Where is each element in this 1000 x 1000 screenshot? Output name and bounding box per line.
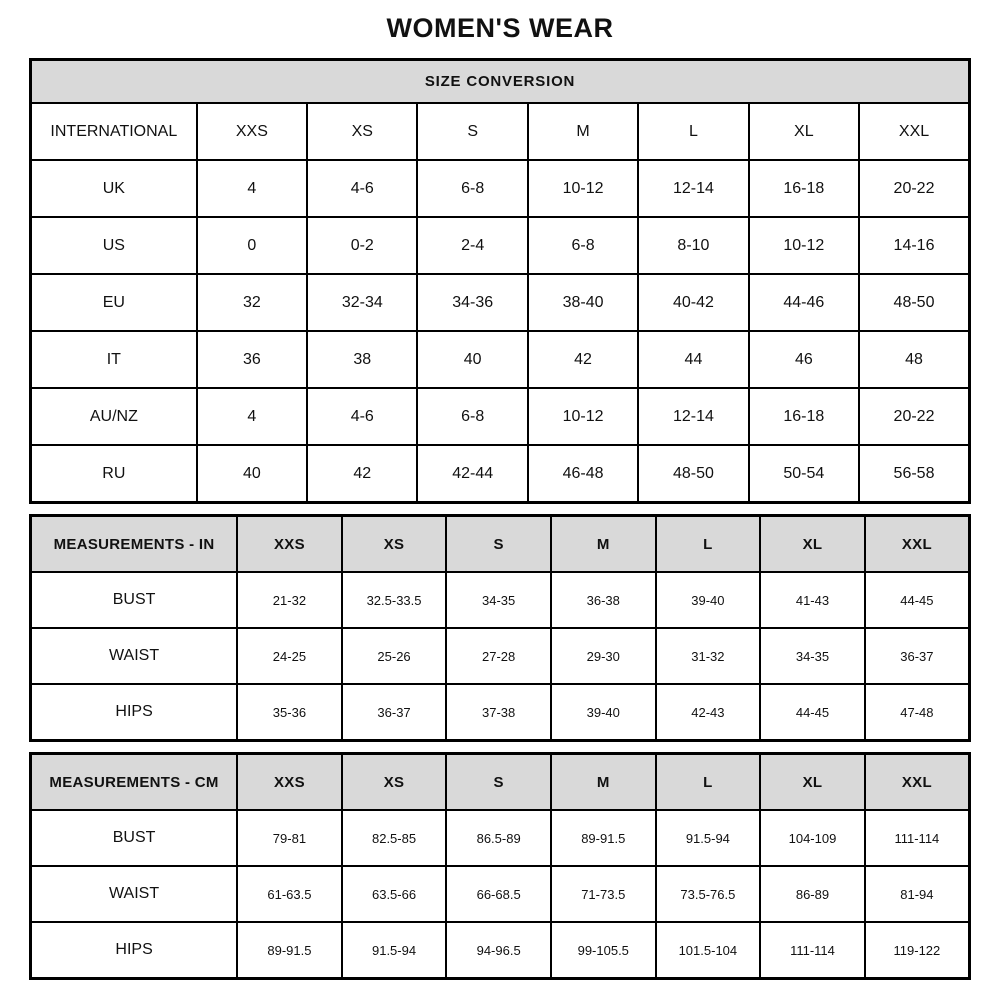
column-header-cell: XXL xyxy=(859,103,969,160)
column-header-cell: M xyxy=(551,516,656,573)
data-cell: 39-40 xyxy=(551,684,656,741)
column-header-cell: S xyxy=(446,516,551,573)
data-cell: 56-58 xyxy=(859,445,969,503)
data-cell: 48 xyxy=(859,331,969,388)
column-header-cell: XL xyxy=(749,103,859,160)
data-cell: 14-16 xyxy=(859,217,969,274)
column-header-cell: M xyxy=(551,754,656,811)
data-cell: 0-2 xyxy=(307,217,417,274)
row-label-cell: HIPS xyxy=(31,684,238,741)
row-label-cell: HIPS xyxy=(31,922,238,979)
data-cell: 21-32 xyxy=(237,572,342,628)
row-label-cell: IT xyxy=(31,331,197,388)
data-cell: 4 xyxy=(197,388,307,445)
column-header-cell: S xyxy=(417,103,527,160)
column-header-cell: L xyxy=(656,754,761,811)
column-header-cell: L xyxy=(656,516,761,573)
row-label-cell: WAIST xyxy=(31,628,238,684)
row-label-cell: BUST xyxy=(31,810,238,866)
column-header-cell: XS xyxy=(342,516,447,573)
page-title: WOMEN'S WEAR xyxy=(386,13,614,43)
data-cell: 94-96.5 xyxy=(446,922,551,979)
column-header-cell: M xyxy=(528,103,638,160)
data-cell: 99-105.5 xyxy=(551,922,656,979)
column-header-cell: MEASUREMENTS - CM xyxy=(31,754,238,811)
data-cell: 40 xyxy=(417,331,527,388)
data-cell: 89-91.5 xyxy=(551,810,656,866)
column-header-row xyxy=(31,103,970,160)
column-header-cell: XL xyxy=(760,516,865,573)
data-cell: 24-25 xyxy=(237,628,342,684)
data-cell: 40-42 xyxy=(638,274,748,331)
data-cell: 44-45 xyxy=(865,572,970,628)
data-cell: 6-8 xyxy=(528,217,638,274)
data-cell: 73.5-76.5 xyxy=(656,866,761,922)
table-row xyxy=(31,445,970,503)
data-cell: 37-38 xyxy=(446,684,551,741)
data-cell: 12-14 xyxy=(638,160,748,217)
data-cell: 20-22 xyxy=(859,160,969,217)
data-cell: 25-26 xyxy=(342,628,447,684)
column-header-cell: INTERNATIONAL xyxy=(31,103,197,160)
table-row xyxy=(31,572,970,628)
data-cell: 10-12 xyxy=(528,160,638,217)
data-cell: 10-12 xyxy=(749,217,859,274)
data-cell: 111-114 xyxy=(865,810,970,866)
table-row xyxy=(31,922,970,979)
row-label-cell: WAIST xyxy=(31,866,238,922)
column-header-cell: L xyxy=(638,103,748,160)
row-label-cell: EU xyxy=(31,274,197,331)
data-cell: 32 xyxy=(197,274,307,331)
data-cell: 42 xyxy=(307,445,417,503)
data-cell: 16-18 xyxy=(749,388,859,445)
data-cell: 42 xyxy=(528,331,638,388)
data-cell: 20-22 xyxy=(859,388,969,445)
data-cell: 42-44 xyxy=(417,445,527,503)
data-cell: 2-4 xyxy=(417,217,527,274)
data-cell: 66-68.5 xyxy=(446,866,551,922)
column-header-cell: XXL xyxy=(865,754,970,811)
column-header-row xyxy=(31,516,970,573)
data-cell: 34-35 xyxy=(760,628,865,684)
data-cell: 36 xyxy=(197,331,307,388)
data-cell: 71-73.5 xyxy=(551,866,656,922)
row-label-cell: AU/NZ xyxy=(31,388,197,445)
column-header-cell: XXS xyxy=(197,103,307,160)
data-cell: 44-45 xyxy=(760,684,865,741)
data-cell: 42-43 xyxy=(656,684,761,741)
data-cell: 41-43 xyxy=(760,572,865,628)
data-cell: 47-48 xyxy=(865,684,970,741)
data-cell: 16-18 xyxy=(749,160,859,217)
data-cell: 61-63.5 xyxy=(237,866,342,922)
data-cell: 119-122 xyxy=(865,922,970,979)
data-cell: 12-14 xyxy=(638,388,748,445)
data-cell: 29-30 xyxy=(551,628,656,684)
data-cell: 44 xyxy=(638,331,748,388)
data-cell: 86.5-89 xyxy=(446,810,551,866)
table-row xyxy=(31,217,970,274)
data-cell: 91.5-94 xyxy=(342,922,447,979)
data-cell: 48-50 xyxy=(638,445,748,503)
data-cell: 89-91.5 xyxy=(237,922,342,979)
table-row xyxy=(31,810,970,866)
data-cell: 4-6 xyxy=(307,388,417,445)
data-cell: 111-114 xyxy=(760,922,865,979)
data-cell: 38-40 xyxy=(528,274,638,331)
data-cell: 46 xyxy=(749,331,859,388)
measurements-cm-table xyxy=(29,752,971,980)
table-row xyxy=(31,866,970,922)
data-cell: 38 xyxy=(307,331,417,388)
data-cell: 104-109 xyxy=(760,810,865,866)
table-row xyxy=(31,388,970,445)
size-conversion-table xyxy=(29,58,971,504)
data-cell: 36-37 xyxy=(342,684,447,741)
table-banner: SIZE CONVERSION xyxy=(31,60,970,104)
data-cell: 34-36 xyxy=(417,274,527,331)
data-cell: 82.5-85 xyxy=(342,810,447,866)
table-row xyxy=(31,684,970,741)
column-header-cell: XXL xyxy=(865,516,970,573)
data-cell: 91.5-94 xyxy=(656,810,761,866)
data-cell: 6-8 xyxy=(417,388,527,445)
table-row xyxy=(31,160,970,217)
data-cell: 32.5-33.5 xyxy=(342,572,447,628)
data-cell: 44-46 xyxy=(749,274,859,331)
data-cell: 40 xyxy=(197,445,307,503)
data-cell: 35-36 xyxy=(237,684,342,741)
data-cell: 8-10 xyxy=(638,217,748,274)
data-cell: 10-12 xyxy=(528,388,638,445)
column-header-cell: XXS xyxy=(237,516,342,573)
row-label-cell: UK xyxy=(31,160,197,217)
data-cell: 46-48 xyxy=(528,445,638,503)
data-cell: 36-38 xyxy=(551,572,656,628)
data-cell: 32-34 xyxy=(307,274,417,331)
data-cell: 81-94 xyxy=(865,866,970,922)
data-cell: 31-32 xyxy=(656,628,761,684)
data-cell: 63.5-66 xyxy=(342,866,447,922)
row-label-cell: RU xyxy=(31,445,197,503)
data-cell: 48-50 xyxy=(859,274,969,331)
data-cell: 6-8 xyxy=(417,160,527,217)
data-cell: 4 xyxy=(197,160,307,217)
table-row xyxy=(31,628,970,684)
column-header-cell: XS xyxy=(342,754,447,811)
column-header-cell: XL xyxy=(760,754,865,811)
data-cell: 34-35 xyxy=(446,572,551,628)
data-cell: 27-28 xyxy=(446,628,551,684)
column-header-cell: XS xyxy=(307,103,417,160)
data-cell: 101.5-104 xyxy=(656,922,761,979)
data-cell: 36-37 xyxy=(865,628,970,684)
table-row xyxy=(31,331,970,388)
table-row xyxy=(31,274,970,331)
row-label-cell: US xyxy=(31,217,197,274)
column-header-cell: MEASUREMENTS - IN xyxy=(31,516,238,573)
data-cell: 4-6 xyxy=(307,160,417,217)
table-banner-row xyxy=(31,60,970,104)
data-cell: 50-54 xyxy=(749,445,859,503)
data-cell: 0 xyxy=(197,217,307,274)
data-cell: 79-81 xyxy=(237,810,342,866)
column-header-cell: XXS xyxy=(237,754,342,811)
column-header-row xyxy=(31,754,970,811)
measurements-in-table xyxy=(29,514,971,742)
column-header-cell: S xyxy=(446,754,551,811)
data-cell: 86-89 xyxy=(760,866,865,922)
data-cell: 39-40 xyxy=(656,572,761,628)
row-label-cell: BUST xyxy=(31,572,238,628)
